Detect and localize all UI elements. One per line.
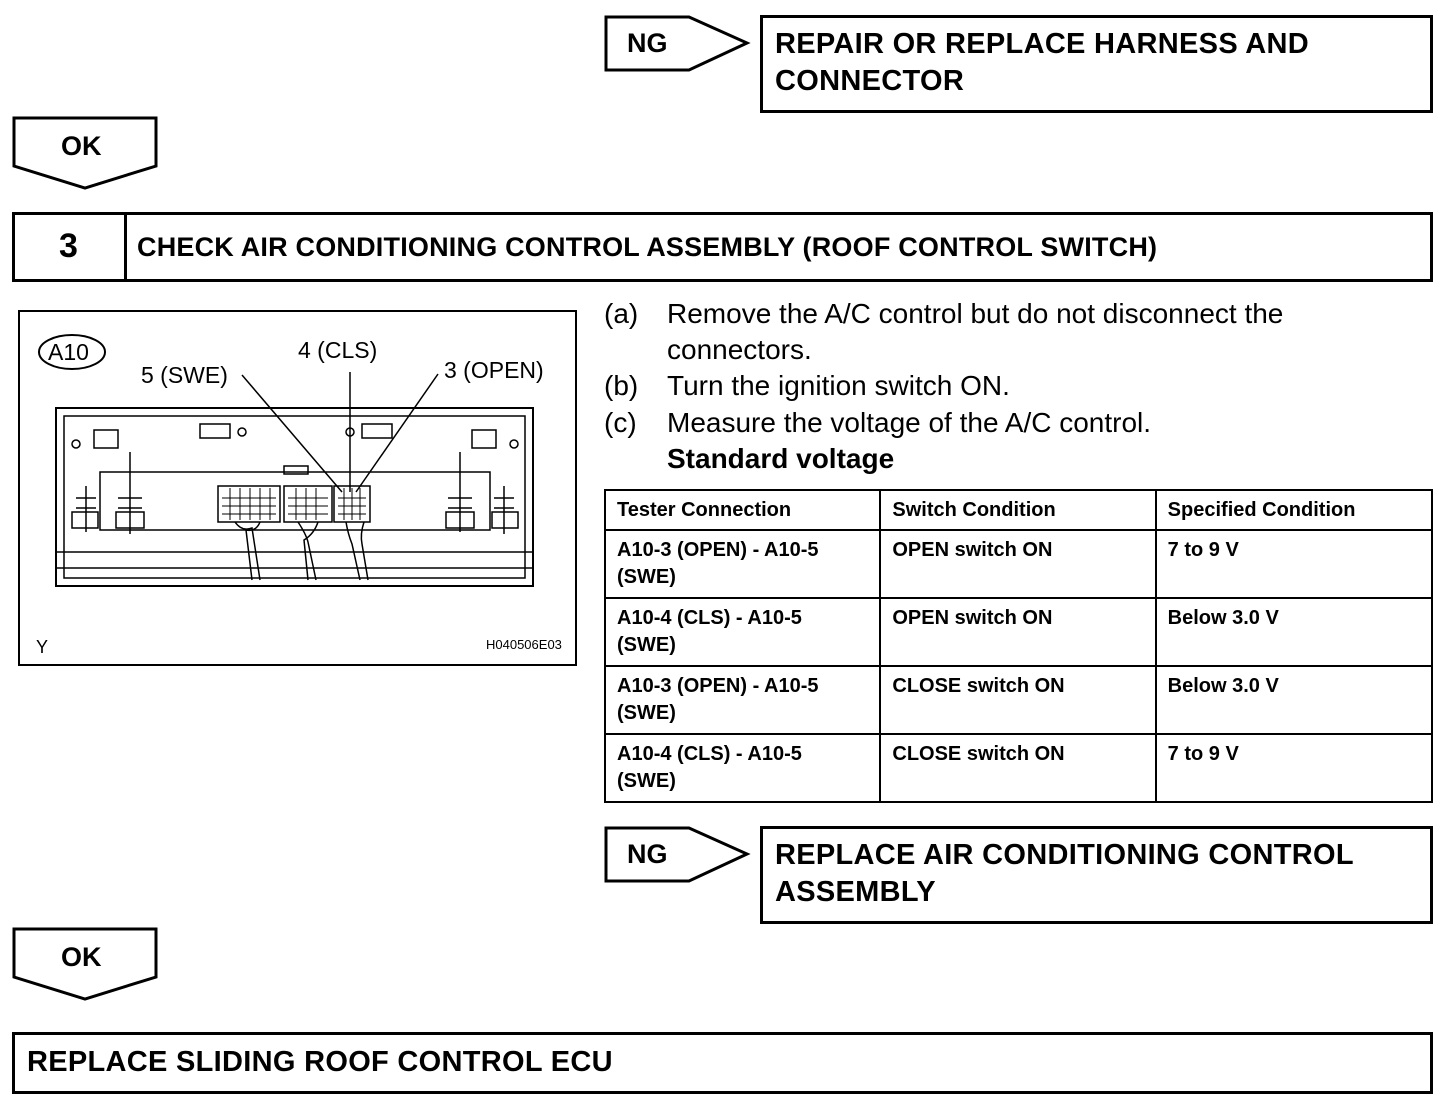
tester-connection-line1: A10-3 (OPEN) - A10-5 — [617, 539, 819, 561]
standard-voltage-table — [604, 489, 1433, 803]
table-row — [605, 734, 1432, 802]
ng-label-2: NG — [627, 839, 668, 869]
figure-code: H040506E03 — [486, 637, 562, 652]
ok-label-1: OK — [61, 131, 102, 161]
pin5-label: 5 (SWE) — [141, 362, 228, 388]
standard-voltage-heading: Standard voltage — [667, 443, 895, 474]
pin3-label: 3 (OPEN) — [444, 357, 544, 383]
specified-condition-cell: Below 3.0 V — [1156, 666, 1432, 734]
step-title: CHECK AIR CONDITIONING CONTROL ASSEMBLY (ROOF CONTROL SWITCH) — [137, 232, 1158, 262]
tester-connection-line2: (SWE) — [617, 566, 676, 588]
replace-ac-control-line1: REPLACE AIR CONDITIONING CONTROL — [775, 839, 1354, 871]
table-row — [605, 598, 1432, 666]
table-row — [605, 666, 1432, 734]
instruction-c-line1: Measure the voltage of the A/C control. — [667, 407, 1152, 438]
step-number: 3 — [59, 227, 78, 265]
switch-condition-cell: CLOSE switch ON — [880, 734, 1155, 802]
instruction-a-line1: Remove the A/C control but do not disconnect the — [667, 298, 1284, 329]
step-number-divider — [124, 215, 127, 279]
tester-connection-cell — [605, 530, 880, 598]
specified-condition-cell: 7 to 9 V — [1156, 530, 1432, 598]
ok-label-2: OK — [61, 942, 102, 972]
instruction-b-line1: Turn the ignition switch ON. — [667, 370, 1010, 401]
step-header — [12, 212, 1433, 282]
pin4-label: 4 (CLS) — [298, 337, 378, 363]
col-header-tester-connection: Tester Connection — [605, 490, 880, 530]
replace-ac-control-box — [760, 826, 1433, 924]
instruction-a-marker: (a) — [604, 298, 639, 329]
connector-blocks — [218, 486, 370, 522]
figure-corner-letter: Y — [36, 637, 49, 657]
switch-condition-cell: OPEN switch ON — [880, 598, 1155, 666]
ng-label-1: NG — [627, 28, 668, 58]
specified-condition-cell: 7 to 9 V — [1156, 734, 1432, 802]
specified-condition-cell: Below 3.0 V — [1156, 598, 1432, 666]
instruction-b-marker: (b) — [604, 370, 639, 401]
table-row — [605, 530, 1432, 598]
tester-connection-line2: (SWE) — [617, 702, 676, 724]
col-header-specified-condition: Specified Condition — [1156, 490, 1432, 530]
repair-harness-box — [760, 15, 1433, 113]
final-action-text: REPLACE SLIDING ROOF CONTROL ECU — [27, 1046, 613, 1078]
repair-harness-line2: CONNECTOR — [775, 65, 965, 97]
instruction-c-marker: (c) — [604, 407, 637, 438]
tester-connection-line2: (SWE) — [617, 634, 676, 656]
tester-connection-cell — [605, 598, 880, 666]
tester-connection-cell — [605, 666, 880, 734]
col-header-switch-condition: Switch Condition — [880, 490, 1155, 530]
tester-connection-line1: A10-3 (OPEN) - A10-5 — [617, 675, 819, 697]
instruction-a-line2: connectors. — [667, 334, 812, 365]
table-header-row — [605, 490, 1432, 530]
replace-ac-control-line2: ASSEMBLY — [775, 876, 936, 908]
switch-condition-cell: OPEN switch ON — [880, 530, 1155, 598]
switch-condition-cell: CLOSE switch ON — [880, 666, 1155, 734]
repair-harness-line1: REPAIR OR REPLACE HARNESS AND — [775, 28, 1309, 60]
final-action-box — [12, 1032, 1433, 1094]
tester-connection-cell — [605, 734, 880, 802]
tester-connection-line1: A10-4 (CLS) - A10-5 — [617, 607, 802, 629]
connector-id-label: A10 — [48, 339, 89, 365]
connector-figure — [18, 310, 577, 666]
tester-connection-line2: (SWE) — [617, 770, 676, 792]
tester-connection-line1: A10-4 (CLS) - A10-5 — [617, 743, 802, 765]
